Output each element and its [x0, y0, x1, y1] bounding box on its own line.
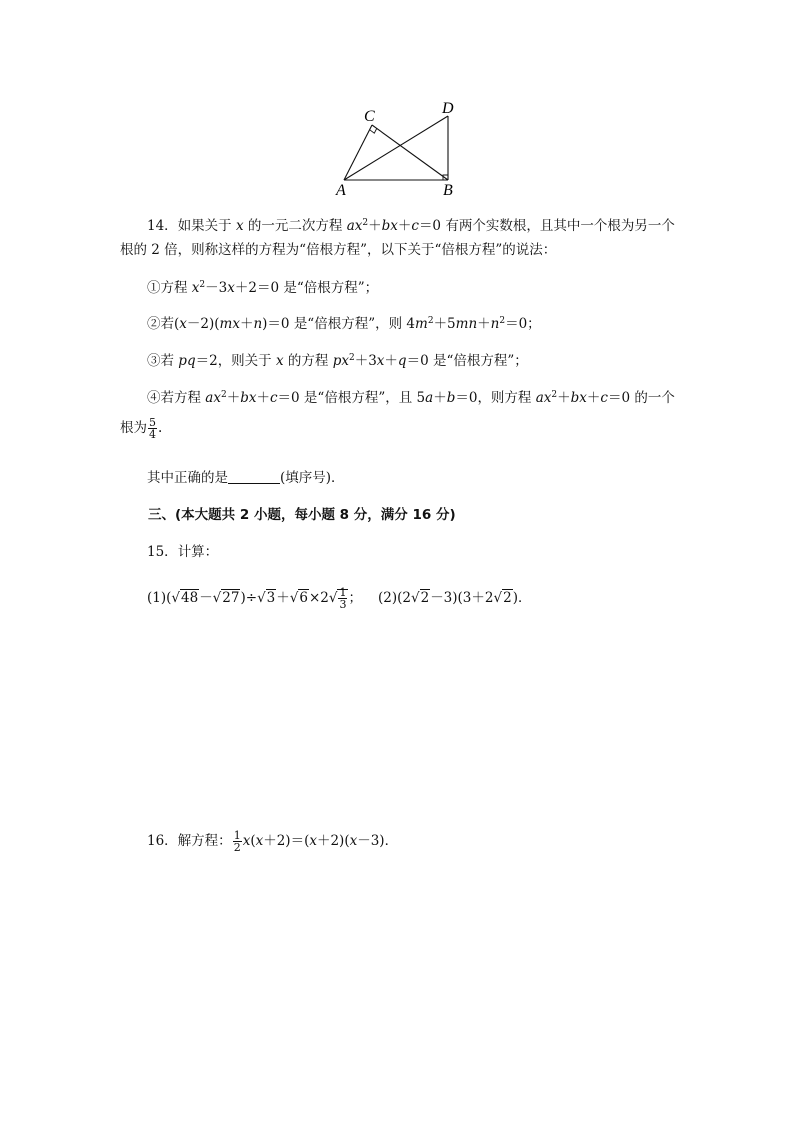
s3-mid2: 的方程: [287, 353, 329, 369]
q15-part-1: (1)(√48－√27)÷√3＋√6×2√ $\frac{1}{3}$ ；: [147, 586, 362, 611]
answer-suffix: (填序号)．: [280, 470, 345, 486]
s1-prefix: ①方程: [147, 280, 188, 296]
section-3-title: 三、(本大题共 2 小题，每小题 8 分，满分 16 分): [148, 507, 456, 523]
s1-suffix: 是“倍根方程”；: [283, 280, 379, 296]
q16-label: 解方程：: [177, 833, 232, 849]
s2-mid: 是“倍根方程”，则: [293, 316, 403, 332]
s4-prefix: ④若方程: [147, 390, 201, 406]
s4-frac-den: 4: [149, 428, 156, 441]
q14-text-a: 如果关于: [177, 218, 232, 234]
s4-suffix: 的一个: [634, 390, 675, 406]
s4-fraction: [148, 417, 157, 440]
q14-line2: 根的 2 倍，则称这样的方程为“倍根方程”，以下关于“倍根方程”的说法：: [120, 242, 557, 258]
q14-statement-4: [147, 389, 675, 407]
point-label-c: C: [364, 108, 375, 125]
q14-statement-2: [147, 315, 541, 333]
right-angle-mark-c: [370, 129, 377, 134]
q16-fraction: [233, 830, 242, 853]
q14-statement-4-line2: 根为 $\frac{5}{4}$ .: [120, 416, 163, 441]
q16-equation: x(x＋2)＝(x＋2)(x－3)．: [242, 833, 399, 849]
q14-number: 14．: [147, 218, 178, 234]
s4-equation: $ax^2+bx+c=0$: [205, 390, 300, 406]
q15-p1-label: (1): [147, 590, 167, 606]
s3-var-x: x: [275, 353, 284, 369]
q15-p2-label: (2): [378, 590, 398, 606]
geometry-figure: [330, 95, 470, 200]
segment-AD: [344, 116, 448, 180]
s4-mid2: ，则方程: [477, 390, 532, 406]
s4-mid1: 是“倍根方程”，且: [303, 390, 413, 406]
q14-statement-3: [147, 352, 528, 370]
point-label-b: B: [443, 182, 453, 199]
q15-part-2: (2)(2√2－3)(3＋2√2)．: [378, 590, 532, 606]
s2-prefix: ②若: [147, 316, 174, 332]
answer-prefix: 其中正确的是: [147, 470, 228, 486]
q14-text-b: 的一元二次方程: [247, 218, 343, 234]
s3-equation: $px^2+3x+q=0$: [332, 353, 429, 369]
s2-result: $4m^2+5mn+n^2=0$；: [406, 316, 541, 332]
s4-line2-prefix: 根为: [120, 420, 147, 436]
s4-condition: 5a＋b＝0: [416, 390, 478, 406]
s3-suffix: 是“倍根方程”；: [432, 353, 528, 369]
q14-text-c: 有两个实数根，且其中一个根为另一个: [445, 218, 675, 234]
answer-blank[interactable]: [228, 470, 280, 484]
q14-statement-1: [147, 279, 378, 297]
s4-frac-num: 5: [149, 416, 156, 429]
segment-CB: [372, 125, 448, 180]
q14-line1: [147, 217, 675, 235]
q15-number: 15．: [147, 544, 178, 560]
q16-line: [147, 826, 398, 856]
s3-mid1: ，则关于: [217, 353, 272, 369]
q15-header: [147, 543, 218, 561]
point-label-d: D: [442, 100, 454, 117]
q14-var-x: x: [235, 218, 244, 234]
point-label-a: A: [336, 182, 346, 199]
s3-prefix: ③若: [147, 353, 174, 369]
s4-equation-2: $ax^2+bx+c=0$: [535, 390, 631, 406]
q14-answer-line: [147, 469, 345, 487]
s3-condition: pq＝2: [178, 353, 218, 369]
s1-equation: $x^2-3x+2=0$: [191, 280, 280, 296]
q15-label: 计算：: [177, 544, 219, 560]
q16-number: 16．: [147, 833, 178, 849]
q16-frac-den: 2: [233, 841, 241, 854]
s2-equation: (x－2)(mx＋n)＝0: [174, 316, 290, 332]
q16-frac-num: 1: [233, 829, 241, 842]
q14-equation: $ax^2+bx+c=0$: [346, 218, 442, 234]
